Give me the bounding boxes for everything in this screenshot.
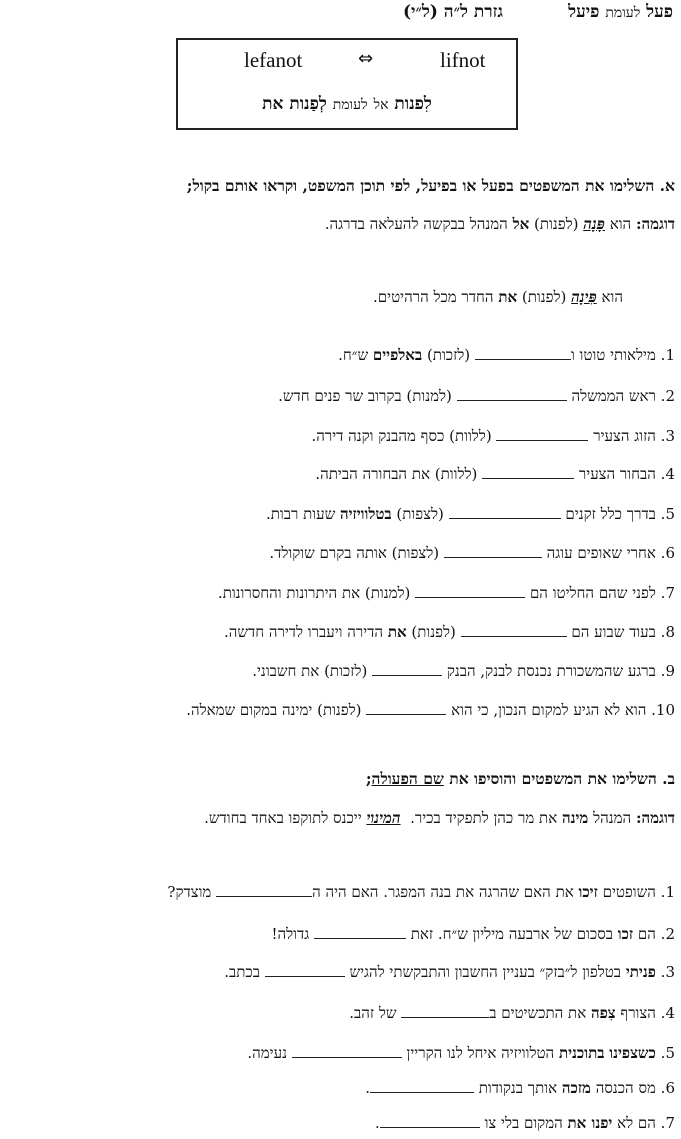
example-answer: המינוי <box>366 809 401 827</box>
exercise-a-item <box>4 622 675 642</box>
item-infinitive: (לזכות) <box>426 346 471 364</box>
answer-blank[interactable] <box>449 506 561 519</box>
item-verb: יפנו את <box>567 1114 613 1132</box>
item-text: הוא לא הגיע למקום הנכון, כי הוא <box>451 701 647 719</box>
item-text: מילאותי טוטו ו <box>570 346 656 364</box>
item-number: 5. <box>660 1044 675 1062</box>
answer-blank[interactable] <box>366 702 446 715</box>
section-b-title <box>4 769 675 789</box>
item-text: בכתב. <box>224 963 260 981</box>
item-text: את היתרונות והחסרונות. <box>217 584 361 602</box>
hebrew-lefanot: לְפַנות <box>289 94 327 114</box>
example-label: דוגמה: <box>635 809 675 827</box>
item-number: 1. <box>660 883 675 901</box>
exercise-a-item <box>4 426 675 446</box>
item-text: שעות רבות. <box>265 505 336 523</box>
item-infinitive: (לפנות) <box>317 701 362 719</box>
item-text: הם לא <box>617 1114 656 1132</box>
item-number: 7. <box>660 584 675 602</box>
exercise-b-item <box>4 1003 675 1023</box>
item-verb: כשצפינו <box>609 1044 656 1062</box>
item-text: השופטים <box>602 883 656 901</box>
exercise-b-item <box>4 1043 675 1063</box>
exercise-a-item <box>4 700 675 720</box>
example-text: המנהל בבקשה להעלאה בדרגה. <box>324 215 508 233</box>
item-text: . <box>365 1079 370 1097</box>
example-text: הוא <box>601 288 623 306</box>
item-text: הזוג הצעיר <box>593 427 656 445</box>
exercise-a-item <box>4 504 675 524</box>
double-arrow-icon: ⇔ <box>358 48 374 69</box>
item-text: בטלפון ל״בזק״ בעניין החשבון והתבקשתי להגיש <box>349 963 622 981</box>
hebrew-versus: לעומת <box>332 97 368 113</box>
item-bold: בתוכנית <box>558 1044 605 1062</box>
answer-blank[interactable] <box>475 347 571 360</box>
hebrew-comparison <box>178 94 516 114</box>
item-number: 3. <box>660 963 675 981</box>
item-text: בדרך כלל זקנים <box>565 505 656 523</box>
answer-blank[interactable] <box>461 624 567 637</box>
item-text: אחרי שאופים עוגה <box>546 544 656 562</box>
item-text: ש״ח. <box>338 346 369 364</box>
item-number: 10. <box>651 701 675 719</box>
item-number: 2. <box>660 387 675 405</box>
answer-blank[interactable] <box>496 428 588 441</box>
item-infinitive: (לזכות) <box>324 662 368 680</box>
example-answer: פָּנָה <box>583 215 605 233</box>
item-text: ימינה במקום שמאלה. <box>186 701 313 719</box>
item-text: גדולה! <box>271 925 310 943</box>
item-text: ברגע שהמשכורת נכנסת לבנק, הבנק <box>446 662 656 680</box>
english-lifnot: lifnot <box>440 48 486 72</box>
item-text: הבחור הצעיר <box>578 465 656 483</box>
gizra-title: גזרת ל״ה (ל״י) <box>402 2 503 22</box>
item-text: בקרוב שר פנים חדש. <box>278 387 402 405</box>
answer-blank[interactable] <box>401 1005 489 1018</box>
item-bold: באלפיים <box>372 346 423 364</box>
section-a-title: א. השלימו את המשפטים בפעל או בפיעל, לפי תוכן המשפט, וקראו אותם בקול; <box>186 176 675 195</box>
item-number: 3. <box>660 427 675 445</box>
exercise-b-item <box>4 924 675 944</box>
item-text: מס הכנסה <box>595 1079 656 1097</box>
item-text: המקום בלי צו <box>484 1114 563 1132</box>
item-text: הדירה ויעברו לדירה חדשה. <box>224 623 384 641</box>
example-text: את מר כהן לתפקיד בכיר. <box>410 809 558 827</box>
section-a-example-2 <box>4 287 623 307</box>
hebrew-et: את <box>262 94 284 114</box>
section-b-example <box>4 808 675 828</box>
item-verb: זיכו <box>578 883 598 901</box>
section-b-title-underlined: שם הפעולה <box>371 769 444 788</box>
example-label: דוגמה: <box>635 215 675 233</box>
hebrew-el: אל <box>373 97 389 113</box>
example-infinitive: (לפנות) <box>521 288 567 306</box>
item-number: 7. <box>660 1114 675 1132</box>
answer-blank[interactable] <box>380 1115 480 1128</box>
answer-blank[interactable] <box>314 926 406 939</box>
item-text: אותך בנקודות <box>478 1079 558 1097</box>
item-number: 6. <box>660 1079 675 1097</box>
exercise-a-item <box>4 543 675 563</box>
example-infinitive: (לפנות) <box>534 215 579 233</box>
binyan-pael: פעל <box>646 2 673 22</box>
item-number: 9. <box>660 662 675 680</box>
item-infinitive: (לצפות) <box>396 505 444 523</box>
item-text: הם <box>637 925 656 943</box>
example-text: החדר מכל הרהיטים. <box>373 288 494 306</box>
item-infinitive: (לפנות) <box>411 623 456 641</box>
item-text: את האם שהרגה את בנה המפגר. האם היה ה <box>312 883 574 901</box>
answer-blank[interactable] <box>372 663 442 676</box>
section-b-title-text: ב. השלימו את המשפטים והוסיפו את <box>449 769 675 788</box>
exercise-a-item <box>4 386 675 406</box>
item-text: של זהב. <box>349 1004 397 1022</box>
example-text: הוא <box>609 215 632 233</box>
example-text: המנהל <box>593 809 632 827</box>
exercise-a-item <box>4 464 675 484</box>
item-text: לפני שהם החליטו הם <box>529 584 656 602</box>
answer-blank[interactable] <box>216 884 312 897</box>
item-text: בעוד שבוע הם <box>571 623 656 641</box>
item-text: את הבחורה הביתה. <box>315 465 430 483</box>
example-text: ייכנס לתוקפו באחד בחודש. <box>204 809 362 827</box>
item-text: ראש הממשלה <box>571 387 656 405</box>
example-verb: מינה <box>561 809 589 827</box>
item-text: הטלוויזיה איחל לנו הקריין <box>406 1044 555 1062</box>
worksheet-header <box>0 2 673 28</box>
item-number: 5. <box>660 505 675 523</box>
exercise-b-item <box>4 882 675 902</box>
item-text: הצורף <box>620 1004 656 1022</box>
exercise-b-item <box>4 962 675 982</box>
exercise-b-item <box>4 1078 675 1098</box>
item-number: 6. <box>660 544 675 562</box>
english-lefanot: lefanot <box>244 48 303 72</box>
item-infinitive: (ללוות) <box>449 427 492 445</box>
item-text: מוצדק? <box>167 883 212 901</box>
section-b-title-end: ; <box>365 769 372 788</box>
item-text: נעימה. <box>247 1044 287 1062</box>
comparison-box <box>176 38 518 130</box>
item-text: את חשבוני. <box>252 662 320 680</box>
answer-blank[interactable] <box>265 964 345 977</box>
item-bold: בטלוויזיה <box>339 505 392 523</box>
hebrew-lifnot: לִפנות <box>394 94 432 114</box>
item-infinitive: (למנות) <box>406 387 452 405</box>
item-infinitive: (לצפות) <box>391 544 440 562</box>
item-text: בסכום של ארבעה מיליון ש״ח. זאת <box>410 925 613 943</box>
item-text: אותה בקרם שוקולד. <box>269 544 387 562</box>
item-infinitive: (ללוות) <box>434 465 478 483</box>
exercise-a-item <box>4 345 675 365</box>
item-number: 8. <box>660 623 675 641</box>
section-a-example-1 <box>4 214 675 234</box>
item-text: כסף מהבנק וקנה דירה. <box>311 427 445 445</box>
item-number: 2. <box>660 925 675 943</box>
item-verb: פניתי <box>625 963 656 981</box>
answer-blank[interactable] <box>457 388 567 401</box>
example-answer: פִּינָה <box>571 288 597 306</box>
item-number: 4. <box>660 1004 675 1022</box>
example-preposition: אל <box>512 215 530 233</box>
example-preposition: את <box>498 288 518 306</box>
item-bold: את <box>387 623 407 641</box>
answer-blank[interactable] <box>482 466 574 479</box>
answer-blank[interactable] <box>444 545 542 558</box>
exercise-a-item <box>4 661 675 681</box>
exercise-a-item <box>4 583 675 603</box>
item-verb: צִפה <box>590 1004 616 1022</box>
item-text: את התכשיטים ב <box>489 1004 587 1022</box>
binyan-versus: לעומת <box>605 5 641 21</box>
item-number: 4. <box>660 465 675 483</box>
answer-blank[interactable] <box>370 1080 474 1093</box>
answer-blank[interactable] <box>415 585 525 598</box>
binyan-piel: פיעל <box>568 2 600 22</box>
item-verb: זכו <box>617 925 634 943</box>
item-infinitive: (למנות) <box>364 584 411 602</box>
item-number: 1. <box>660 346 675 364</box>
exercise-b-item <box>4 1113 675 1133</box>
item-verb: מזכה <box>561 1079 591 1097</box>
answer-blank[interactable] <box>292 1045 402 1058</box>
binyan-title <box>568 2 673 22</box>
item-text: . <box>375 1114 380 1132</box>
